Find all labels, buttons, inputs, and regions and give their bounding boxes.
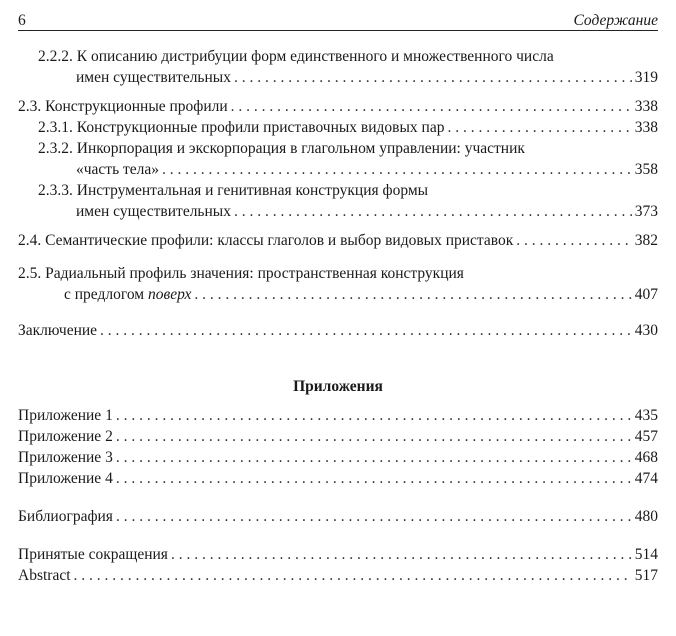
toc-entry-conclusion [18, 320, 658, 341]
leader-dots [516, 230, 632, 251]
toc-entry-text-cont: имен существительных [76, 203, 231, 220]
toc-entry-bibliography [18, 506, 658, 527]
toc-page-number: 338 [634, 98, 658, 115]
toc-entry-text: 2.3.3. Инструментальная и генитивная конструкция формы [38, 182, 429, 199]
appendices-list [18, 405, 658, 489]
toc-entry-text: Abstract [18, 567, 71, 584]
leader-dots [116, 506, 632, 527]
toc-entry-appendix [18, 468, 658, 489]
toc-entry-2-4 [18, 230, 658, 251]
toc-entry-appendix [18, 405, 658, 426]
toc-page-number: 319 [634, 69, 658, 86]
toc-page-number: 457 [634, 428, 658, 445]
leader-dots [231, 96, 632, 117]
appendices-heading: Приложения [293, 378, 383, 395]
toc-entry-text: Приложение 4 [18, 470, 113, 487]
toc-entry-2-3-2 [18, 138, 658, 180]
toc-entry-text: 2.3.1. Конструкционные профили приставочных видовых пар [38, 119, 445, 136]
toc-page-number: 407 [634, 286, 658, 303]
toc-entry-text: 2.3. Конструкционные профили [18, 98, 228, 115]
toc-page-number: 435 [634, 407, 658, 424]
leader-dots [447, 117, 631, 138]
toc-entry-2-3-3 [18, 180, 658, 222]
toc-entry-text: 2.2.2. К описанию дистрибуции форм единственного и множественного числа [38, 48, 554, 65]
leader-dots [234, 201, 632, 222]
toc-entry-text-cont: имен существительных [76, 69, 231, 86]
italic-term: поверх [147, 286, 192, 303]
leader-dots [116, 468, 632, 489]
running-header [18, 8, 658, 31]
toc-page-number: 468 [634, 449, 658, 466]
leader-dots [171, 544, 632, 565]
leader-dots [100, 320, 632, 341]
leader-dots [116, 447, 632, 468]
toc-entry-text: Библиография [18, 508, 113, 525]
running-title: Содержание [573, 12, 658, 29]
toc-page-number: 480 [634, 508, 658, 525]
toc-entry-text: Принятые сокращения [18, 546, 168, 563]
toc-entry-text: 2.4. Семантические профили: классы глаголов и выбор видовых приставок [18, 232, 514, 249]
toc-entry-appendix [18, 426, 658, 447]
toc-entry-text: 2.3.2. Инкорпорация и экскорпорация в глагольном управлении: участник [38, 140, 525, 157]
toc-page-number: 430 [634, 322, 658, 339]
toc-entry-text: Заключение [18, 322, 98, 339]
page-number: 6 [18, 12, 26, 29]
leader-dots [116, 426, 632, 447]
toc-entry-2-5 [18, 263, 658, 305]
toc-entry-abstract [18, 565, 658, 586]
toc-entry-text: Приложение 2 [18, 428, 113, 445]
toc-entry-text-cont: с предлогом поверх [64, 286, 192, 303]
toc-entry-text: 2.5. Радиальный профиль значения: пространственная конструкция [18, 265, 464, 282]
leader-dots [194, 284, 631, 305]
toc-page-number: 517 [634, 567, 658, 584]
toc-entry-appendix [18, 447, 658, 468]
toc-entry-2-2-2 [18, 46, 658, 88]
toc-entry-2-3-1 [18, 117, 658, 138]
toc-page-number: 514 [634, 546, 658, 563]
toc-page-number: 358 [634, 161, 658, 178]
toc-page-number: 373 [634, 203, 658, 220]
leader-dots [162, 159, 632, 180]
toc-page-number: 474 [634, 470, 658, 487]
toc-page-number: 382 [634, 232, 658, 249]
toc-entry-text-cont: «часть тела» [76, 161, 160, 178]
toc-entry-abbreviations [18, 544, 658, 565]
toc-page-number: 338 [634, 119, 658, 136]
toc-entry-2-3 [18, 96, 658, 117]
leader-dots [234, 67, 632, 88]
leader-dots [116, 405, 632, 426]
table-of-contents [18, 46, 658, 586]
leader-dots [74, 565, 632, 586]
toc-entry-text: Приложение 3 [18, 449, 113, 466]
toc-entry-text: Приложение 1 [18, 407, 113, 424]
